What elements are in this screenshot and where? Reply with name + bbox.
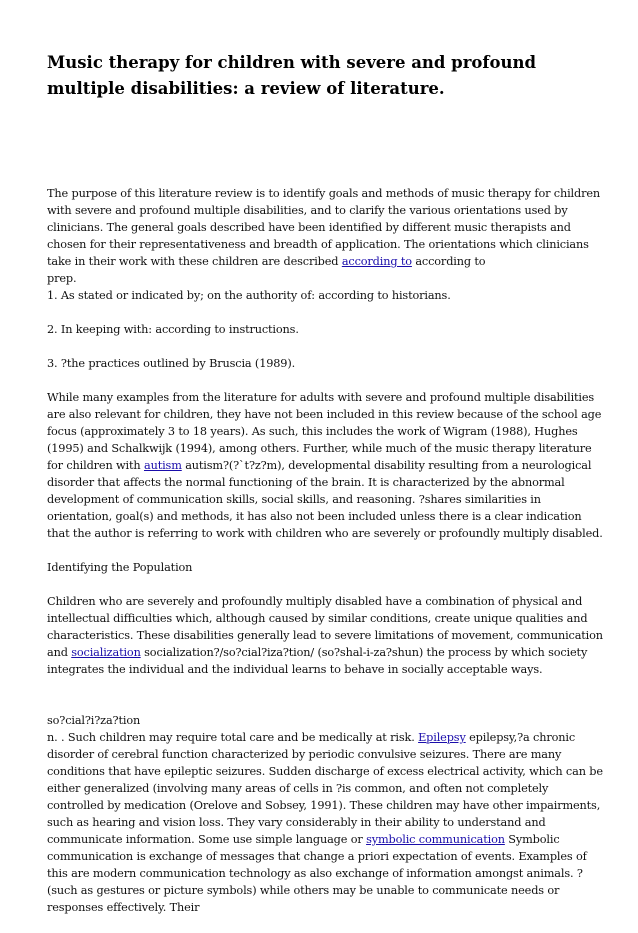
paragraph-pronunciation: so?cial?i?za?tion (47, 714, 141, 727)
paragraph-definition-3: 3. ?the practices outlined by Bruscia (1989). (47, 357, 296, 370)
link-epilepsy[interactable]: Epilepsy (418, 731, 466, 744)
section-heading: Identifying the Population (47, 561, 193, 574)
document-body (47, 185, 607, 933)
paragraph-text: The purpose of this literature review is to identify goals and methods of music therapy for children with severe and profound multiple disabilities, and to clarify the various orientations used by clinicians. The general goals described have been identified by different music therapists and chosen for their representativeness and breadth of application. The orientations which clinicians take in their work with these children are described (47, 187, 601, 268)
paragraph-text: n. . Such children may require total care and be medically at risk. (47, 731, 419, 744)
document-title: Music therapy for children with severe and profound multiple disabilities: a review of literature. (47, 53, 537, 98)
paragraph-text: Children who are severely and profoundly multiply disabled have a combination of physical and intellectual difficulties which, although caused by similar conditions, create unique qualities and characteristics. These disabilities generally lead to severe limitations of movement, communication and (47, 595, 603, 659)
paragraph-population (47, 593, 607, 678)
paragraph-definition-2: 2. In keeping with: according to instructions. (47, 323, 299, 336)
paragraph-text: socialization?/so?cial?iza?tion/ (so?shal-i-za?shun) the process by which society integrates the individual and the individual learns to behave in socially acceptable ways. (47, 646, 588, 676)
paragraph-definition-1: 1. As stated or indicated by; on the authority of: according to historians. (47, 289, 451, 302)
paragraph-text: Symbolic communication is exchange of messages that change a priori expectation of events. Examples of this are modern communication technology as also exchange of information amongst animals. ?(such as gestures or picture symbols) while others may be unable to communicate needs or responses effectively. Their (47, 833, 587, 914)
paragraph-care (47, 729, 607, 916)
link-socialization[interactable]: socialization (71, 646, 141, 659)
paragraph-text: epilepsy,?a chronic disorder of cerebral function characterized by periodic convulsive seizures. There are many conditions that have epileptic seizures. Sudden discharge of excess electrical activity, which can be either generalized (involving many areas of cells in ?is common, and often not completely controlled by medication (Orelove and Sobsey, 1991). These children may have other impairments, such as hearing and vision loss. They vary considerably in their ability to understand and communicate information. Some use simple language or (47, 731, 603, 846)
paragraph-scope (47, 389, 607, 542)
link-according-to[interactable]: according to (341, 255, 412, 268)
paragraph-text: autism?(?`t?z?m), developmental disability resulting from a neurological disorder that affects the normal functioning of the brain. It is characterized by the abnormal development of communication skills, social skills, and reasoning. ?shares similarities in orientation, goal(s) and methods, it has also not been included unless there is a clear indication that the author is referring to work with children who are severely or profoundly multiply disabled. (47, 459, 603, 540)
paragraph-text: according to (411, 255, 486, 268)
link-symbolic-communication[interactable]: symbolic communication (366, 833, 505, 846)
paragraph-purpose (47, 185, 607, 270)
paragraph-text: While many examples from the literature for adults with severe and profound multiple disabilities are also relevant for children, they have not been included in this review because of the school age focus (approximately 3 to 18 years). As such, this includes the work of Wigram (1988), Hughes (1995) and Schalkwijk (1994), among others. Further, while much of the music therapy literature for children with (47, 391, 602, 472)
link-autism[interactable]: autism (143, 459, 182, 472)
paragraph-prep: prep. (47, 272, 77, 285)
